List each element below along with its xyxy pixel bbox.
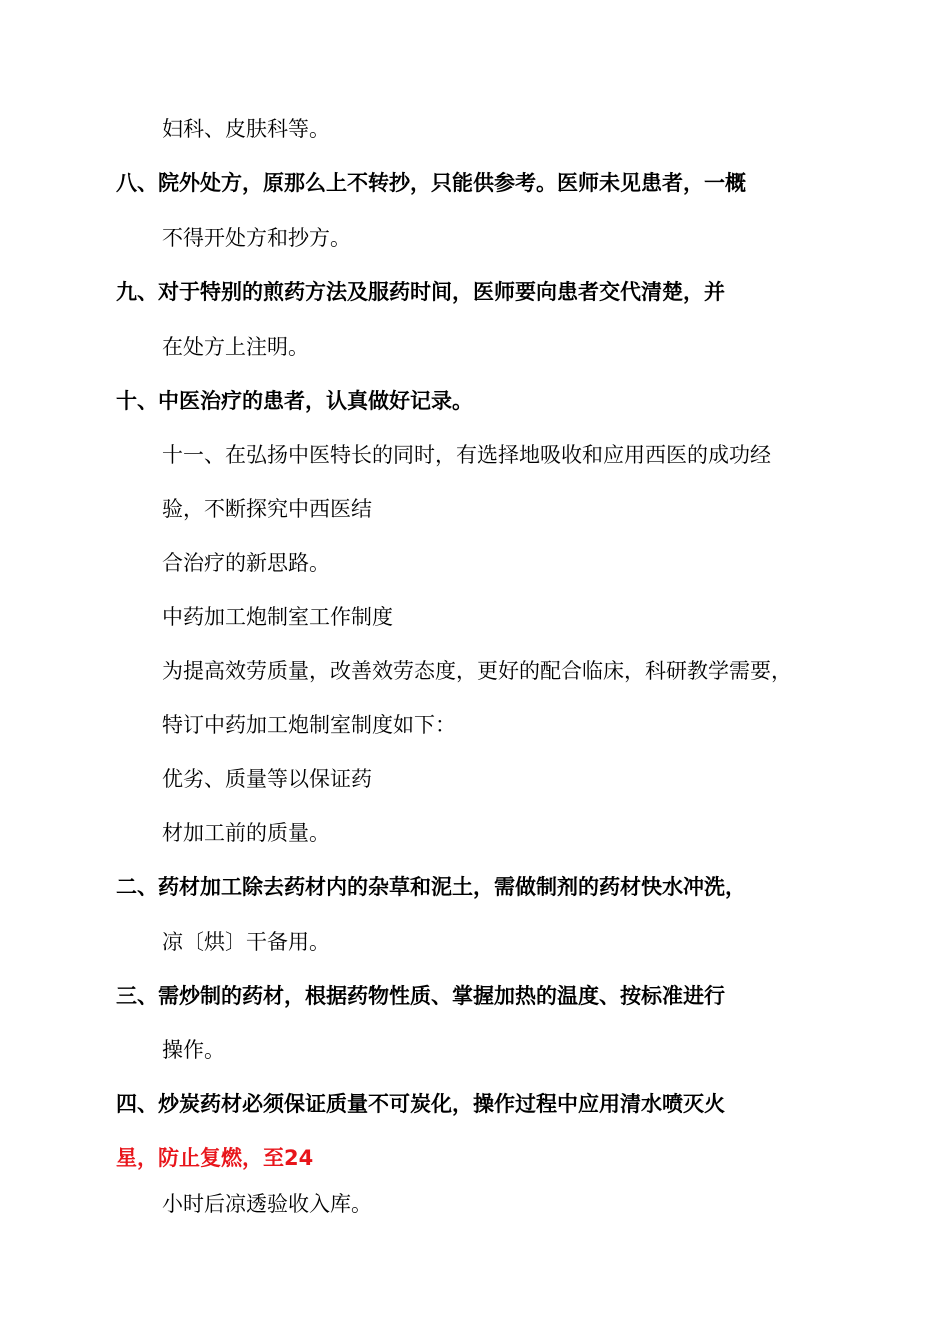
text-line: 验，不断探究中西医结 xyxy=(162,497,372,521)
numbered-item-heading: 十、中医治疗的患者，认真做好记录。 xyxy=(116,389,473,413)
text-line: 优劣、质量等以保证药 xyxy=(162,767,372,791)
text-line: 在处方上注明。 xyxy=(162,335,309,359)
numbered-item-heading: 三、需炒制的药材，根据药物性质、掌握加热的温度、按标准进行 xyxy=(116,984,725,1008)
text-line: 小时后凉透验收入库。 xyxy=(162,1192,372,1216)
section-title: 中药加工炮制室工作制度 xyxy=(162,605,393,629)
numbered-item-heading: 八、院外处方，原那么上不转抄，只能供参考。医师未见患者，一概 xyxy=(116,171,746,195)
text-line: 特订中药加工炮制室制度如下： xyxy=(162,713,456,737)
text-line: 合治疗的新思路。 xyxy=(162,551,330,575)
text-line: 操作。 xyxy=(162,1038,225,1062)
text-line: 十一、在弘扬中医特长的同时，有选择地吸收和应用西医的成功经 xyxy=(162,443,771,467)
text-line: 不得开处方和抄方。 xyxy=(162,226,351,250)
text-line: 为提高效劳质量，改善效劳态度，更好的配合临床，科研教学需要， xyxy=(162,659,792,683)
text-line: 材加工前的质量。 xyxy=(162,821,330,845)
highlighted-text-line: 星，防止复燃，至24 xyxy=(116,1146,314,1170)
text-line: 凉〔烘〕干备用。 xyxy=(162,930,330,954)
numbered-item-heading: 二、药材加工除去药材内的杂草和泥土，需做制剂的药材快水冲洗， xyxy=(116,875,746,899)
numbered-item-heading: 四、炒炭药材必须保证质量不可炭化，操作过程中应用清水喷灭火 xyxy=(116,1092,725,1116)
numbered-item-heading: 九、对于特别的煎药方法及服药时间，医师要向患者交代清楚，并 xyxy=(116,280,725,304)
text-line: 妇科、皮肤科等。 xyxy=(162,117,330,141)
